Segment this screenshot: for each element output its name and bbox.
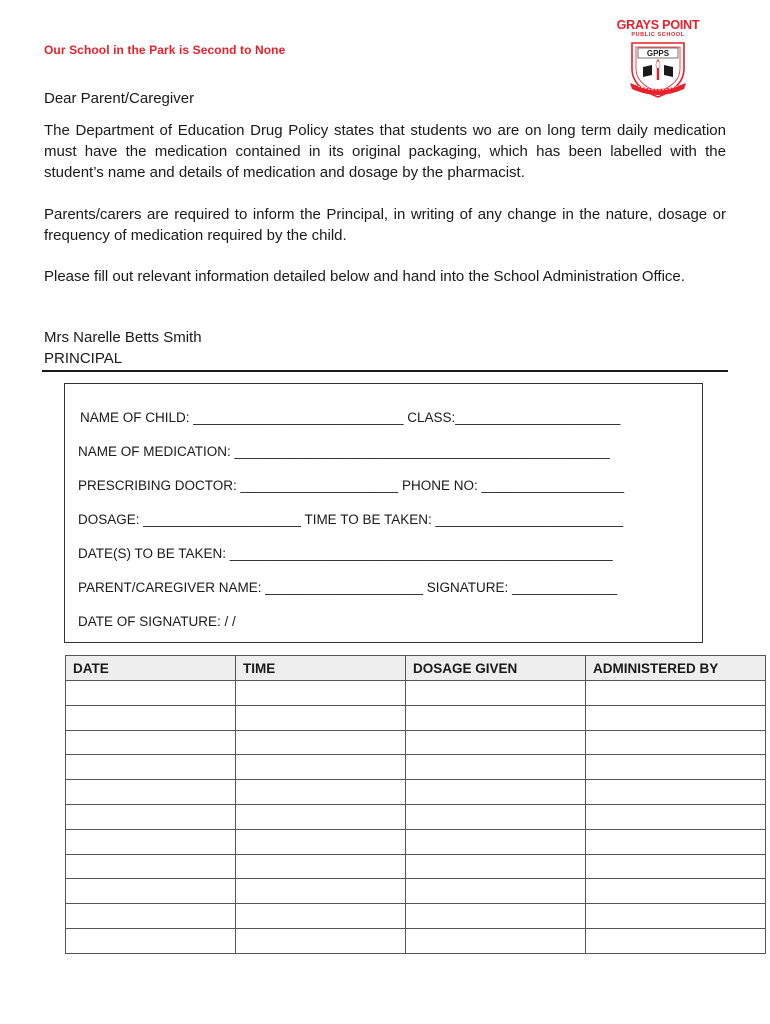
salutation: Dear Parent/Caregiver [44, 90, 195, 107]
signatory-title: PRINCIPAL [44, 350, 123, 367]
crest-initials: GPPS [646, 49, 670, 58]
table-row [66, 928, 766, 953]
medication-details-form [64, 383, 703, 643]
cell-administered-by[interactable] [586, 755, 766, 780]
dates-field[interactable]: DATE(S) TO BE TAKEN: ___________________________________________________ [78, 546, 613, 561]
cell-time[interactable] [236, 879, 406, 904]
cell-time[interactable] [236, 755, 406, 780]
cell-dosage-given[interactable] [406, 829, 586, 854]
school-crest-icon [626, 39, 690, 101]
table-row [66, 829, 766, 854]
medication-name-field[interactable]: NAME OF MEDICATION: __________________________________________________ [78, 444, 610, 459]
cell-time[interactable] [236, 804, 406, 829]
cell-dosage-given[interactable] [406, 681, 586, 706]
cell-date[interactable] [66, 928, 236, 953]
cell-administered-by[interactable] [586, 879, 766, 904]
table-row [66, 681, 766, 706]
cell-administered-by[interactable] [586, 829, 766, 854]
cell-administered-by[interactable] [586, 854, 766, 879]
cell-administered-by[interactable] [586, 780, 766, 805]
cell-dosage-given[interactable] [406, 730, 586, 755]
cell-dosage-given[interactable] [406, 854, 586, 879]
cell-date[interactable] [66, 755, 236, 780]
letter-paragraph-instructions: Please fill out relevant information detailed below and hand into the School Administration Office. [44, 268, 685, 285]
table-row [66, 780, 766, 805]
cell-date[interactable] [66, 804, 236, 829]
column-header-dosage-given: DOSAGE GIVEN [406, 656, 586, 681]
column-header-administered-by: ADMINISTERED BY [586, 656, 766, 681]
cell-administered-by[interactable] [586, 804, 766, 829]
log-table-body [66, 681, 766, 954]
cell-administered-by[interactable] [586, 928, 766, 953]
table-row [66, 904, 766, 929]
cell-time[interactable] [236, 780, 406, 805]
section-divider [42, 370, 728, 372]
cell-date[interactable] [66, 681, 236, 706]
logo-school-type: PUBLIC SCHOOL [631, 32, 685, 38]
column-header-time: TIME [236, 656, 406, 681]
letter-paragraph-notification: Parents/carers are required to inform the Principal, in writing of any change in the nature, dosage or frequency of medication required by the child. [44, 206, 726, 244]
cell-time[interactable] [236, 681, 406, 706]
cell-date[interactable] [66, 730, 236, 755]
cell-date[interactable] [66, 829, 236, 854]
cell-date[interactable] [66, 879, 236, 904]
cell-administered-by[interactable] [586, 730, 766, 755]
cell-dosage-given[interactable] [406, 804, 586, 829]
administration-log-table [65, 655, 766, 954]
school-logo [612, 18, 704, 104]
cell-time[interactable] [236, 854, 406, 879]
column-header-date: DATE [66, 656, 236, 681]
table-row [66, 755, 766, 780]
doctor-phone-field[interactable]: PRESCRIBING DOCTOR: _____________________ PHONE NO: ___________________ [78, 478, 625, 493]
table-row [66, 804, 766, 829]
signatory-name: Mrs Narelle Betts Smith [44, 329, 202, 346]
cell-date[interactable] [66, 904, 236, 929]
cell-dosage-given[interactable] [406, 705, 586, 730]
cell-administered-by[interactable] [586, 904, 766, 929]
cell-administered-by[interactable] [586, 705, 766, 730]
school-tagline: Our School in the Park is Second to None [44, 43, 286, 57]
table-row [66, 879, 766, 904]
cell-time[interactable] [236, 829, 406, 854]
cell-time[interactable] [236, 928, 406, 953]
cell-time[interactable] [236, 705, 406, 730]
caregiver-signature-field[interactable]: PARENT/CAREGIVER NAME: _____________________ SIGNATURE: ______________ [78, 580, 618, 595]
cell-dosage-given[interactable] [406, 780, 586, 805]
cell-dosage-given[interactable] [406, 879, 586, 904]
child-name-class-field[interactable]: NAME OF CHILD: ____________________________ CLASS:______________________ [80, 410, 621, 425]
cell-time[interactable] [236, 730, 406, 755]
cell-date[interactable] [66, 705, 236, 730]
logo-school-name: GRAYS POINT [616, 18, 700, 32]
table-row [66, 730, 766, 755]
table-row [66, 705, 766, 730]
cell-time[interactable] [236, 904, 406, 929]
table-header-row [66, 656, 766, 681]
cell-date[interactable] [66, 854, 236, 879]
cell-dosage-given[interactable] [406, 928, 586, 953]
letter-paragraph-policy: The Department of Education Drug Policy states that students wo are on long term daily medication must have the medication contained in its original packaging, which has been labelled with the student’s name and details of medication and dosage by the pharmacist. [44, 122, 726, 181]
cell-administered-by[interactable] [586, 681, 766, 706]
table-row [66, 854, 766, 879]
signature-date-field[interactable]: DATE OF SIGNATURE: / / [78, 614, 236, 629]
cell-dosage-given[interactable] [406, 904, 586, 929]
dosage-time-field[interactable]: DOSAGE: _____________________ TIME TO BE TAKEN: _________________________ [78, 512, 624, 527]
cell-date[interactable] [66, 780, 236, 805]
cell-dosage-given[interactable] [406, 755, 586, 780]
